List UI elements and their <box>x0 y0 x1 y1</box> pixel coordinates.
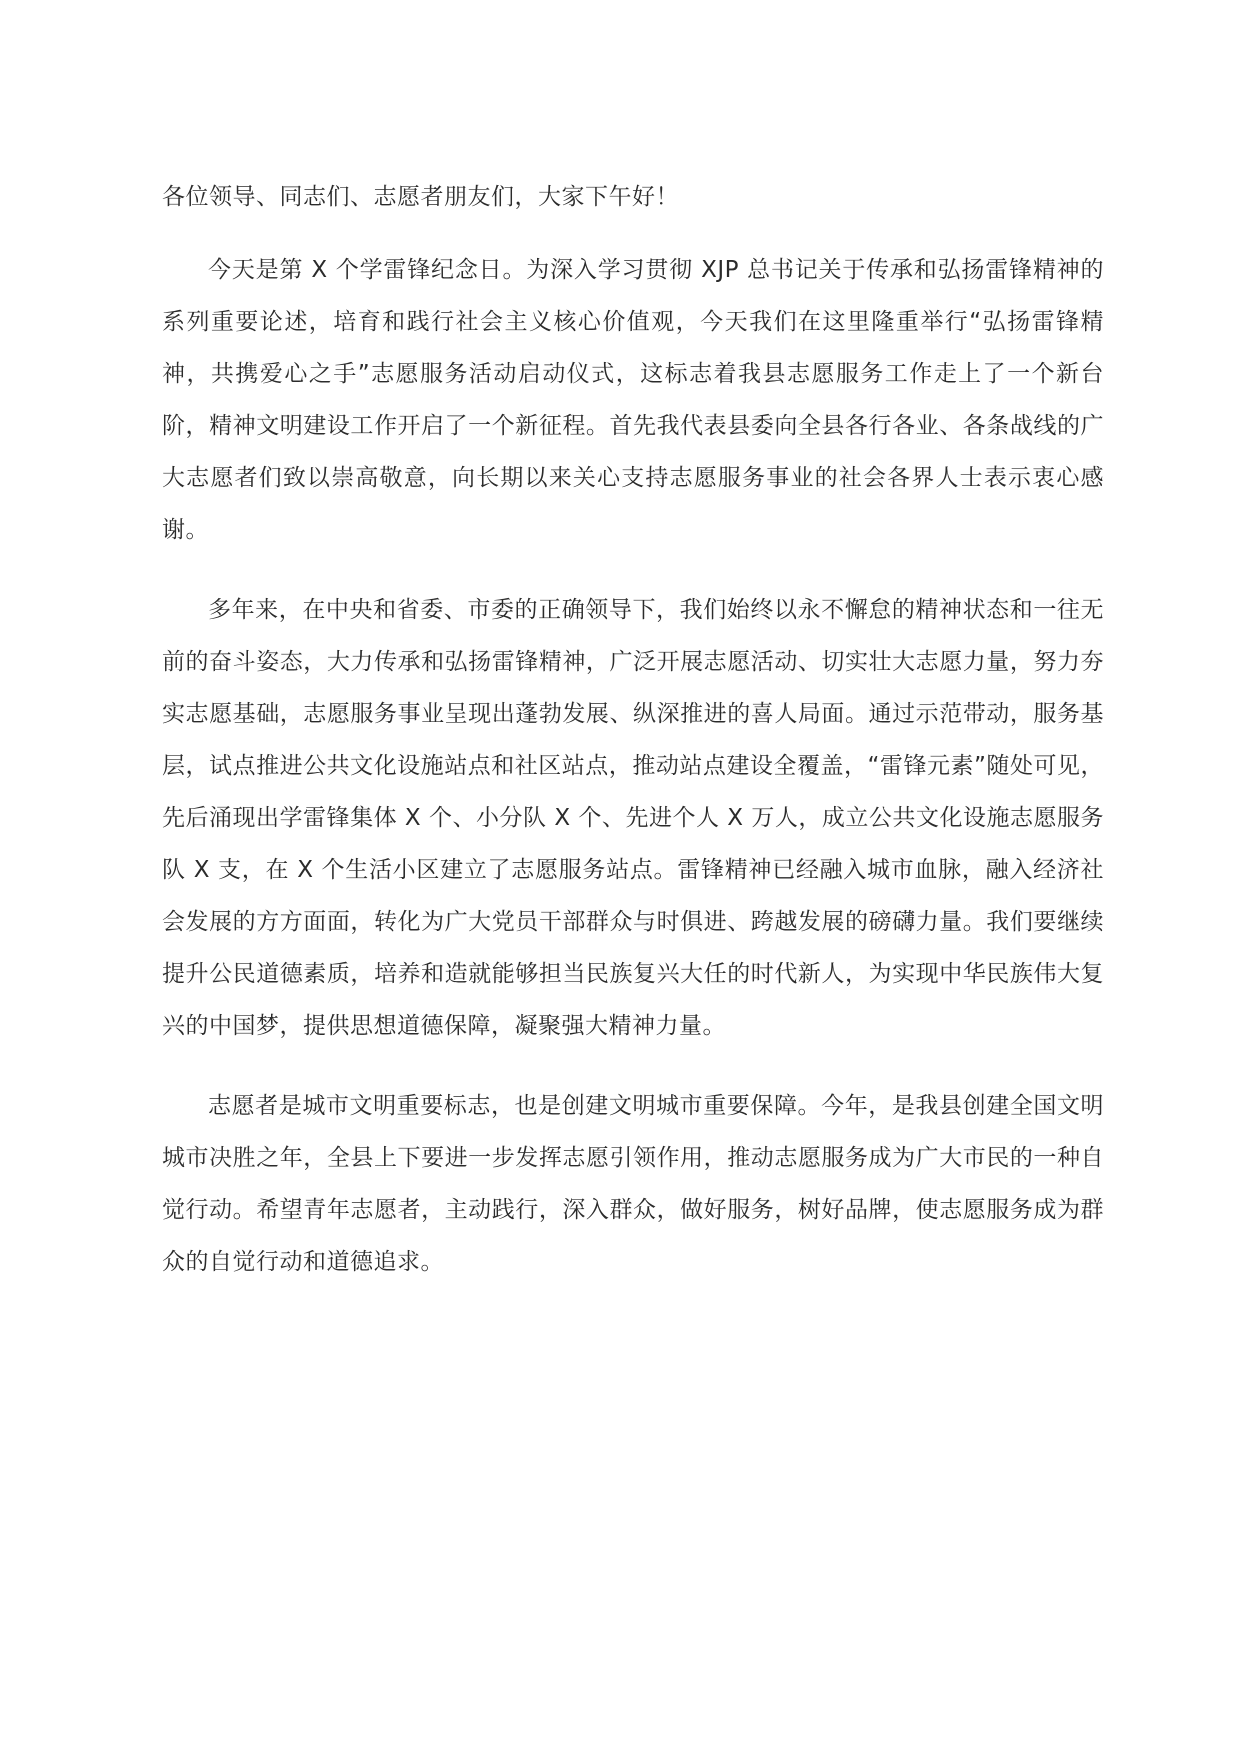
paragraph-expectations: 志愿者是城市文明重要标志，也是创建文明城市重要保障。今年，是我县创建全国文明城市决胜之年，全县上下要进一步发挥志愿引领作用，推动志愿服务成为广大市民的一种自觉行动。希望青年志愿者，主动践行，深入群众，做好服务，树好品牌，使志愿服务成为群众的自觉行动和道德追求。 <box>162 1093 1104 1275</box>
paragraph-opening: 今天是第 X 个学雷锋纪念日。为深入学习贯彻 XJP 总书记关于传承和弘扬雷锋精神的系列重要论述，培育和践行社会主义核心价值观，今天我们在这里隆重举行“弘扬雷锋精神，共携爱心之手”志愿服务活动启动仪式，这标志着我县志愿服务工作走上了一个新台阶，精神文明建设工作开启了一个新征程。首先我代表县委向全县各行各业、各条战线的广大志愿者们致以崇高敬意，向长期以来关心支持志愿服务事业的社会各界人士表示衷心感谢。 <box>162 257 1104 543</box>
paragraph-achievements: 多年来，在中央和省委、市委的正确领导下，我们始终以永不懈怠的精神状态和一往无前的奋斗姿态，大力传承和弘扬雷锋精神，广泛开展志愿活动、切实壮大志愿力量，努力夯实志愿基础，志愿服务事业呈现出蓬勃发展、纵深推进的喜人局面。通过示范带动，服务基层，试点推进公共文化设施站点和社区站点，推动站点建设全覆盖，“雷锋元素”随处可见，先后涌现出学雷锋集体 X 个、小分队 X 个、先进个人 X 万人，成立公共文化设施志愿服务队 X 支，在 X 个生活小区建立了志愿服务站点。雷锋精神已经融入城市血脉，融入经济社会发展的方方面面，转化为广大党员干部群众与时俱进、跨越发展的磅礴力量。我们要继续提升公民道德素质，培养和造就能够担当民族复兴大任的时代新人，为实现中华民族伟大复兴的中国梦，提供思想道德保障，凝聚强大精神力量。 <box>162 597 1104 1039</box>
speech-body <box>162 171 1104 1288</box>
greeting-line: 各位领导、同志们、志愿者朋友们，大家下午好！ <box>162 184 679 210</box>
